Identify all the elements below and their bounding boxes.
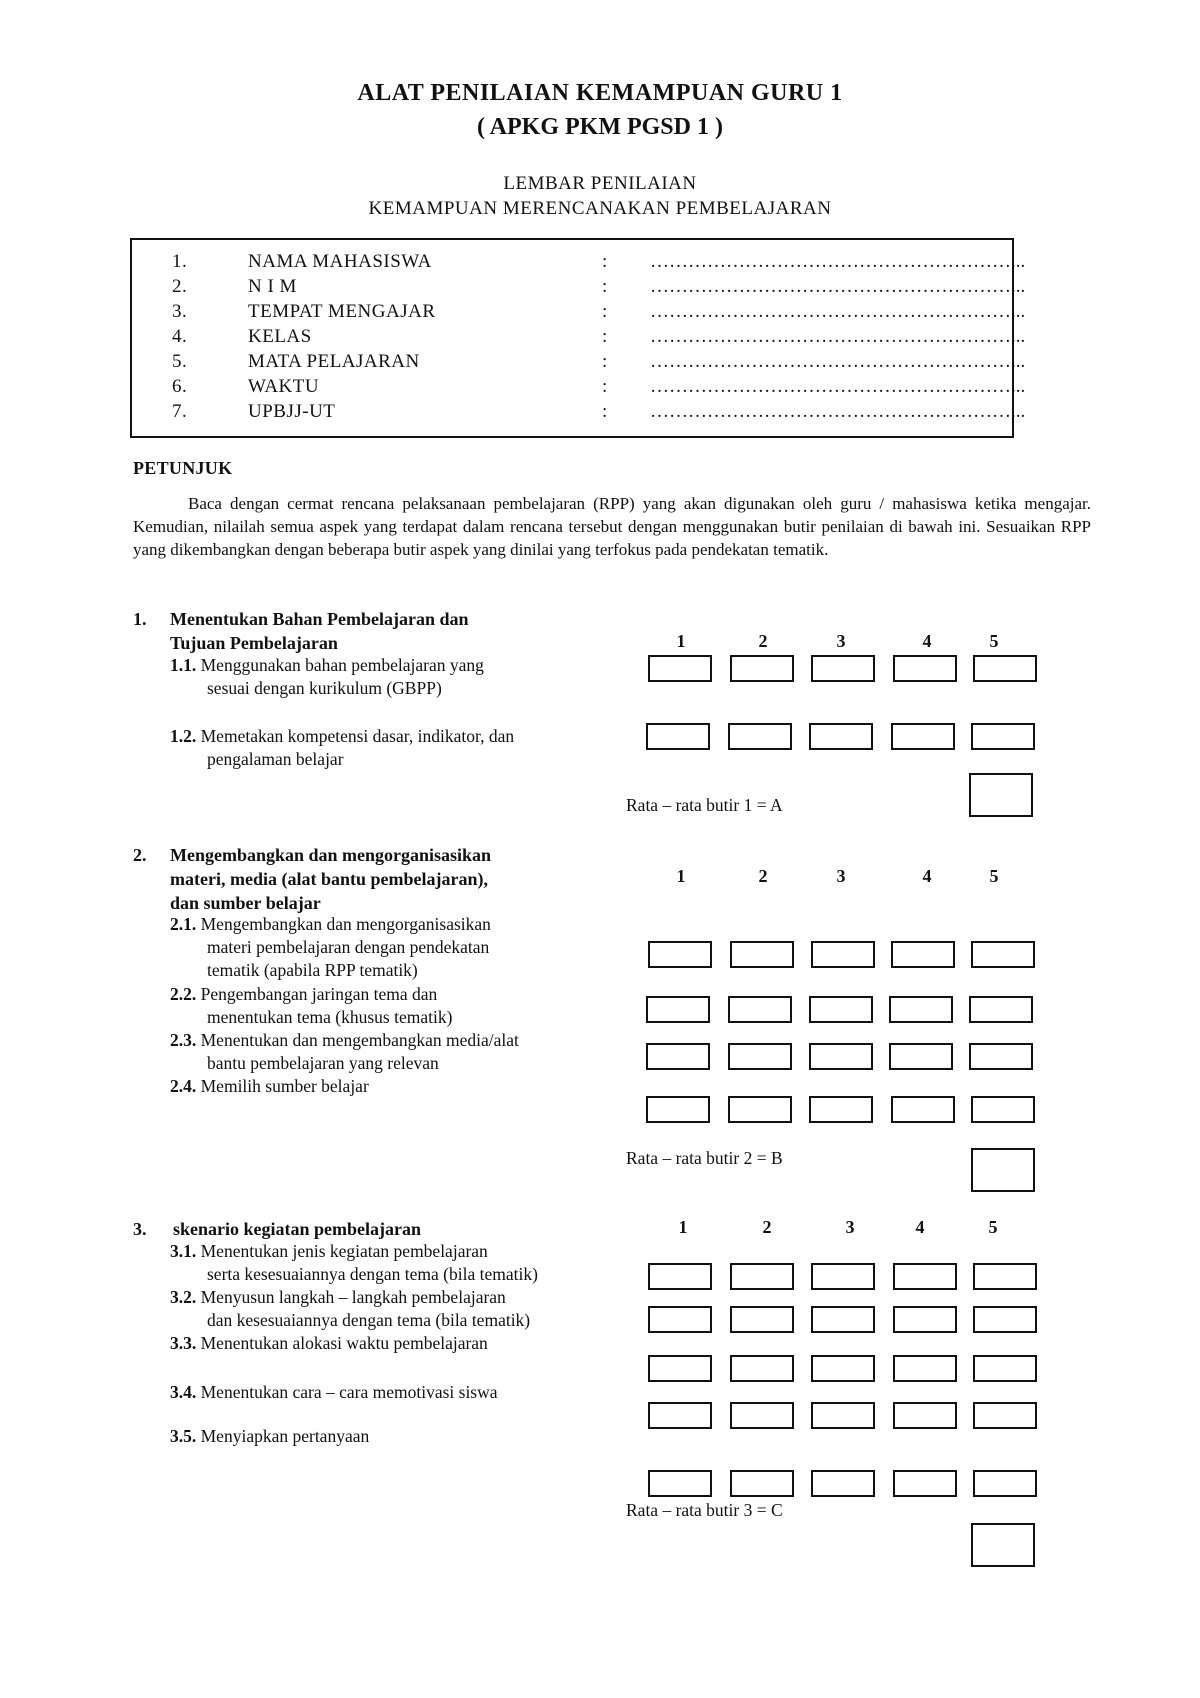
score-box[interactable] — [728, 1043, 792, 1070]
field-number: 2. — [172, 276, 188, 297]
scale-label-5: 5 — [989, 866, 999, 886]
item-number: 3.3. — [170, 1333, 197, 1353]
item-2-3 — [170, 1029, 630, 1075]
field-label: MATA PELAJARAN — [248, 351, 420, 372]
item-number: 2.4. — [170, 1076, 197, 1096]
item-text-line: Mengembangkan dan mengorganisasikan — [200, 914, 491, 934]
scale-label-2: 2 — [758, 866, 768, 886]
score-box[interactable] — [973, 1402, 1037, 1429]
score-box[interactable] — [893, 655, 957, 682]
upbjj-field[interactable]: …………………………………………………... — [650, 401, 1026, 422]
field-label: UPBJJ-UT — [248, 401, 336, 422]
item-text-line: Memetakan kompetensi dasar, indikator, dan — [200, 726, 515, 746]
score-box[interactable] — [646, 1096, 710, 1123]
item-number: 1.1. — [170, 655, 197, 675]
item-3-4 — [170, 1381, 630, 1404]
score-box[interactable] — [891, 941, 955, 968]
scale-label-3: 3 — [836, 866, 846, 886]
place-field[interactable]: …………………………………………………... — [650, 301, 1026, 322]
score-box[interactable] — [893, 1306, 957, 1333]
score-box[interactable] — [889, 1043, 953, 1070]
item-1-1 — [170, 654, 630, 700]
field-label: NAMA MAHASISWA — [248, 251, 432, 272]
score-box[interactable] — [969, 996, 1033, 1023]
score-box[interactable] — [973, 1306, 1037, 1333]
score-box[interactable] — [809, 1043, 873, 1070]
score-box[interactable] — [893, 1263, 957, 1290]
item-3-5 — [170, 1425, 630, 1448]
score-box[interactable] — [973, 1355, 1037, 1382]
score-box[interactable] — [730, 1355, 794, 1382]
item-text-line: dan kesesuaiannya dengan tema (bila tematik) — [207, 1310, 531, 1330]
item-number: 3.2. — [170, 1287, 197, 1307]
identity-row-subject — [172, 351, 1026, 375]
scale-label-3: 3 — [845, 1217, 855, 1237]
identity-row-name — [172, 251, 1026, 275]
section-title-line: materi, media (alat bantu pembelajaran), — [170, 869, 488, 889]
identity-row-time — [172, 376, 1026, 400]
score-box[interactable] — [971, 723, 1035, 750]
field-label: WAKTU — [248, 376, 320, 397]
item-text-line: Menentukan dan mengembangkan media/alat — [200, 1030, 519, 1050]
score-box[interactable] — [811, 1306, 875, 1333]
identity-row-class — [172, 326, 1026, 350]
score-box[interactable] — [730, 1306, 794, 1333]
nim-field[interactable]: …………………………………………………... — [650, 276, 1026, 297]
item-3-3 — [170, 1332, 630, 1355]
field-number: 3. — [172, 301, 188, 322]
section-1-title — [133, 607, 633, 655]
identity-box — [130, 238, 1026, 438]
score-box[interactable] — [973, 655, 1037, 682]
item-3-2 — [170, 1286, 630, 1332]
section-2-title — [133, 843, 653, 915]
item-2-4 — [170, 1075, 630, 1098]
score-box[interactable] — [811, 1355, 875, 1382]
score-box[interactable] — [971, 1096, 1035, 1123]
score-box[interactable] — [893, 1470, 957, 1497]
average-box-c[interactable] — [971, 1523, 1035, 1567]
score-box[interactable] — [646, 996, 710, 1023]
field-label: N I M — [248, 276, 297, 297]
form-title: ALAT PENILAIAN KEMAMPUAN GURU 1 — [357, 80, 843, 106]
score-box[interactable] — [811, 655, 875, 682]
score-box[interactable] — [971, 941, 1035, 968]
item-text-line: materi pembelajaran dengan pendekatan — [207, 937, 490, 957]
scale-label-1: 1 — [676, 866, 686, 886]
item-2-1 — [170, 913, 630, 982]
item-text-line: Menentukan jenis kegiatan pembelajaran — [200, 1241, 488, 1261]
item-text-line: menentukan tema (khusus tematik) — [207, 1007, 453, 1027]
score-box[interactable] — [811, 1470, 875, 1497]
score-box[interactable] — [973, 1470, 1037, 1497]
score-box[interactable] — [730, 655, 794, 682]
item-text-line: Pengembangan jaringan tema dan — [200, 984, 438, 1004]
scale-label-1: 1 — [676, 631, 686, 651]
score-box[interactable] — [648, 1470, 712, 1497]
score-box[interactable] — [730, 1263, 794, 1290]
average-box-b[interactable] — [971, 1148, 1035, 1192]
item-text-line: tematik (apabila RPP tematik) — [207, 960, 418, 980]
score-box[interactable] — [728, 1096, 792, 1123]
average-label-2: Rata – rata butir 2 = B — [626, 1148, 783, 1168]
item-text-line: serta kesesuaiannya dengan tema (bila tematik) — [207, 1264, 538, 1284]
average-label-3: Rata – rata butir 3 = C — [626, 1500, 783, 1520]
field-label: TEMPAT MENGAJAR — [248, 301, 436, 322]
item-number: 3.4. — [170, 1382, 197, 1402]
item-text-line: pengalaman belajar — [207, 749, 344, 769]
item-number: 1.2. — [170, 726, 197, 746]
field-colon: : — [602, 276, 608, 297]
section-3-title — [133, 1217, 633, 1241]
score-box[interactable] — [646, 1043, 710, 1070]
item-text-line: Menentukan cara – cara memotivasi siswa — [200, 1382, 498, 1402]
item-text-line: Menyusun langkah – langkah pembelajaran — [200, 1287, 506, 1307]
identity-row-upbjj — [172, 401, 1026, 425]
field-colon: : — [602, 376, 608, 397]
score-box[interactable] — [809, 723, 873, 750]
score-box[interactable] — [648, 1306, 712, 1333]
section-title-line: Tujuan Pembelajaran — [170, 633, 338, 653]
item-number: 2.2. — [170, 984, 197, 1004]
item-1-2 — [170, 725, 630, 771]
section-title-line: Menentukan Bahan Pembelajaran dan — [170, 609, 469, 629]
scale-label-4: 4 — [922, 631, 932, 651]
score-box[interactable] — [811, 941, 875, 968]
scale-label-5: 5 — [989, 631, 999, 651]
score-box[interactable] — [893, 1355, 957, 1382]
section-title-line: Mengembangkan dan mengorganisasikan — [170, 845, 492, 865]
field-colon: : — [602, 301, 608, 322]
instructions-text — [133, 492, 1091, 561]
score-box[interactable] — [648, 1355, 712, 1382]
score-box[interactable] — [646, 723, 710, 750]
section-number: 2. — [133, 845, 147, 865]
section-title-line: skenario kegiatan pembelajaran — [173, 1219, 422, 1239]
field-colon: : — [602, 401, 608, 422]
item-2-2 — [170, 983, 630, 1029]
item-number: 2.1. — [170, 914, 197, 934]
field-number: 1. — [172, 251, 188, 272]
instructions-heading: PETUNJUK — [133, 458, 233, 478]
field-number: 6. — [172, 376, 188, 397]
score-box[interactable] — [891, 1096, 955, 1123]
score-box[interactable] — [648, 655, 712, 682]
score-box[interactable] — [730, 1470, 794, 1497]
scale-label-4: 4 — [922, 866, 932, 886]
field-colon: : — [602, 351, 608, 372]
score-box[interactable] — [973, 1263, 1037, 1290]
section-number: 1. — [133, 609, 147, 629]
score-box[interactable] — [893, 1402, 957, 1429]
score-box[interactable] — [811, 1402, 875, 1429]
average-box-a[interactable] — [969, 773, 1033, 817]
scale-label-5: 5 — [988, 1217, 998, 1237]
instructions-body: Baca dengan cermat rencana pelaksanaan pembelajaran (RPP) yang akan digunakan oleh guru / mahasiswa ketika mengajar. Kemudian, nilailah semua aspek yang terdapat dalam rencana tersebut dengan menggunakan butir penilaian di bawah ini. Sesuaikan RPP yang dikembangkan dengan beberapa butir aspek yang dinilai yang terfokus pada pendekatan tematik. — [133, 494, 1091, 559]
field-colon: : — [602, 326, 608, 347]
score-box[interactable] — [730, 1402, 794, 1429]
field-colon: : — [602, 251, 608, 272]
score-box[interactable] — [809, 1096, 873, 1123]
item-number: 2.3. — [170, 1030, 197, 1050]
item-text-line: Menggunakan bahan pembelajaran yang — [200, 655, 484, 675]
field-number: 7. — [172, 401, 188, 422]
score-box[interactable] — [809, 996, 873, 1023]
field-label: KELAS — [248, 326, 312, 347]
field-number: 4. — [172, 326, 188, 347]
sheet-title: LEMBAR PENILAIAN — [503, 173, 697, 194]
item-number: 3.5. — [170, 1426, 197, 1446]
item-text-line: Menyiapkan pertanyaan — [200, 1426, 370, 1446]
class-field[interactable]: …………………………………………………... — [650, 326, 1026, 347]
item-text-line: Menentukan alokasi waktu pembelajaran — [200, 1333, 488, 1353]
score-box[interactable] — [891, 723, 955, 750]
item-text-line: sesuai dengan kurikulum (GBPP) — [207, 678, 442, 698]
score-box[interactable] — [811, 1263, 875, 1290]
form-code: ( APKG PKM PGSD 1 ) — [477, 114, 723, 140]
average-label-1: Rata – rata butir 1 = A — [626, 795, 783, 815]
scale-label-2: 2 — [758, 631, 768, 651]
scale-label-3: 3 — [836, 631, 846, 651]
score-box[interactable] — [728, 723, 792, 750]
score-box[interactable] — [730, 941, 794, 968]
sheet-subtitle: KEMAMPUAN MERENCANAKAN PEMBELAJARAN — [368, 198, 832, 219]
score-box[interactable] — [889, 996, 953, 1023]
field-number: 5. — [172, 351, 188, 372]
identity-row-place — [172, 301, 1026, 325]
scale-label-4: 4 — [915, 1217, 925, 1237]
scale-label-1: 1 — [678, 1217, 688, 1237]
score-box[interactable] — [969, 1043, 1033, 1070]
scale-label-2: 2 — [762, 1217, 772, 1237]
section-number: 3. — [133, 1219, 147, 1239]
score-box[interactable] — [648, 941, 712, 968]
section-title-line: dan sumber belajar — [170, 893, 321, 913]
score-box[interactable] — [728, 996, 792, 1023]
subject-field[interactable]: …………………………………………………... — [650, 351, 1026, 372]
item-text-line: Memilih sumber belajar — [200, 1076, 369, 1096]
score-box[interactable] — [648, 1263, 712, 1290]
identity-row-nim — [172, 276, 1026, 300]
score-box[interactable] — [648, 1402, 712, 1429]
name-field[interactable]: …………………………………………………... — [650, 251, 1026, 272]
time-field[interactable]: …………………………………………………... — [650, 376, 1026, 397]
item-text-line: bantu pembelajaran yang relevan — [207, 1053, 439, 1073]
item-number: 3.1. — [170, 1241, 197, 1261]
item-3-1 — [170, 1240, 630, 1286]
